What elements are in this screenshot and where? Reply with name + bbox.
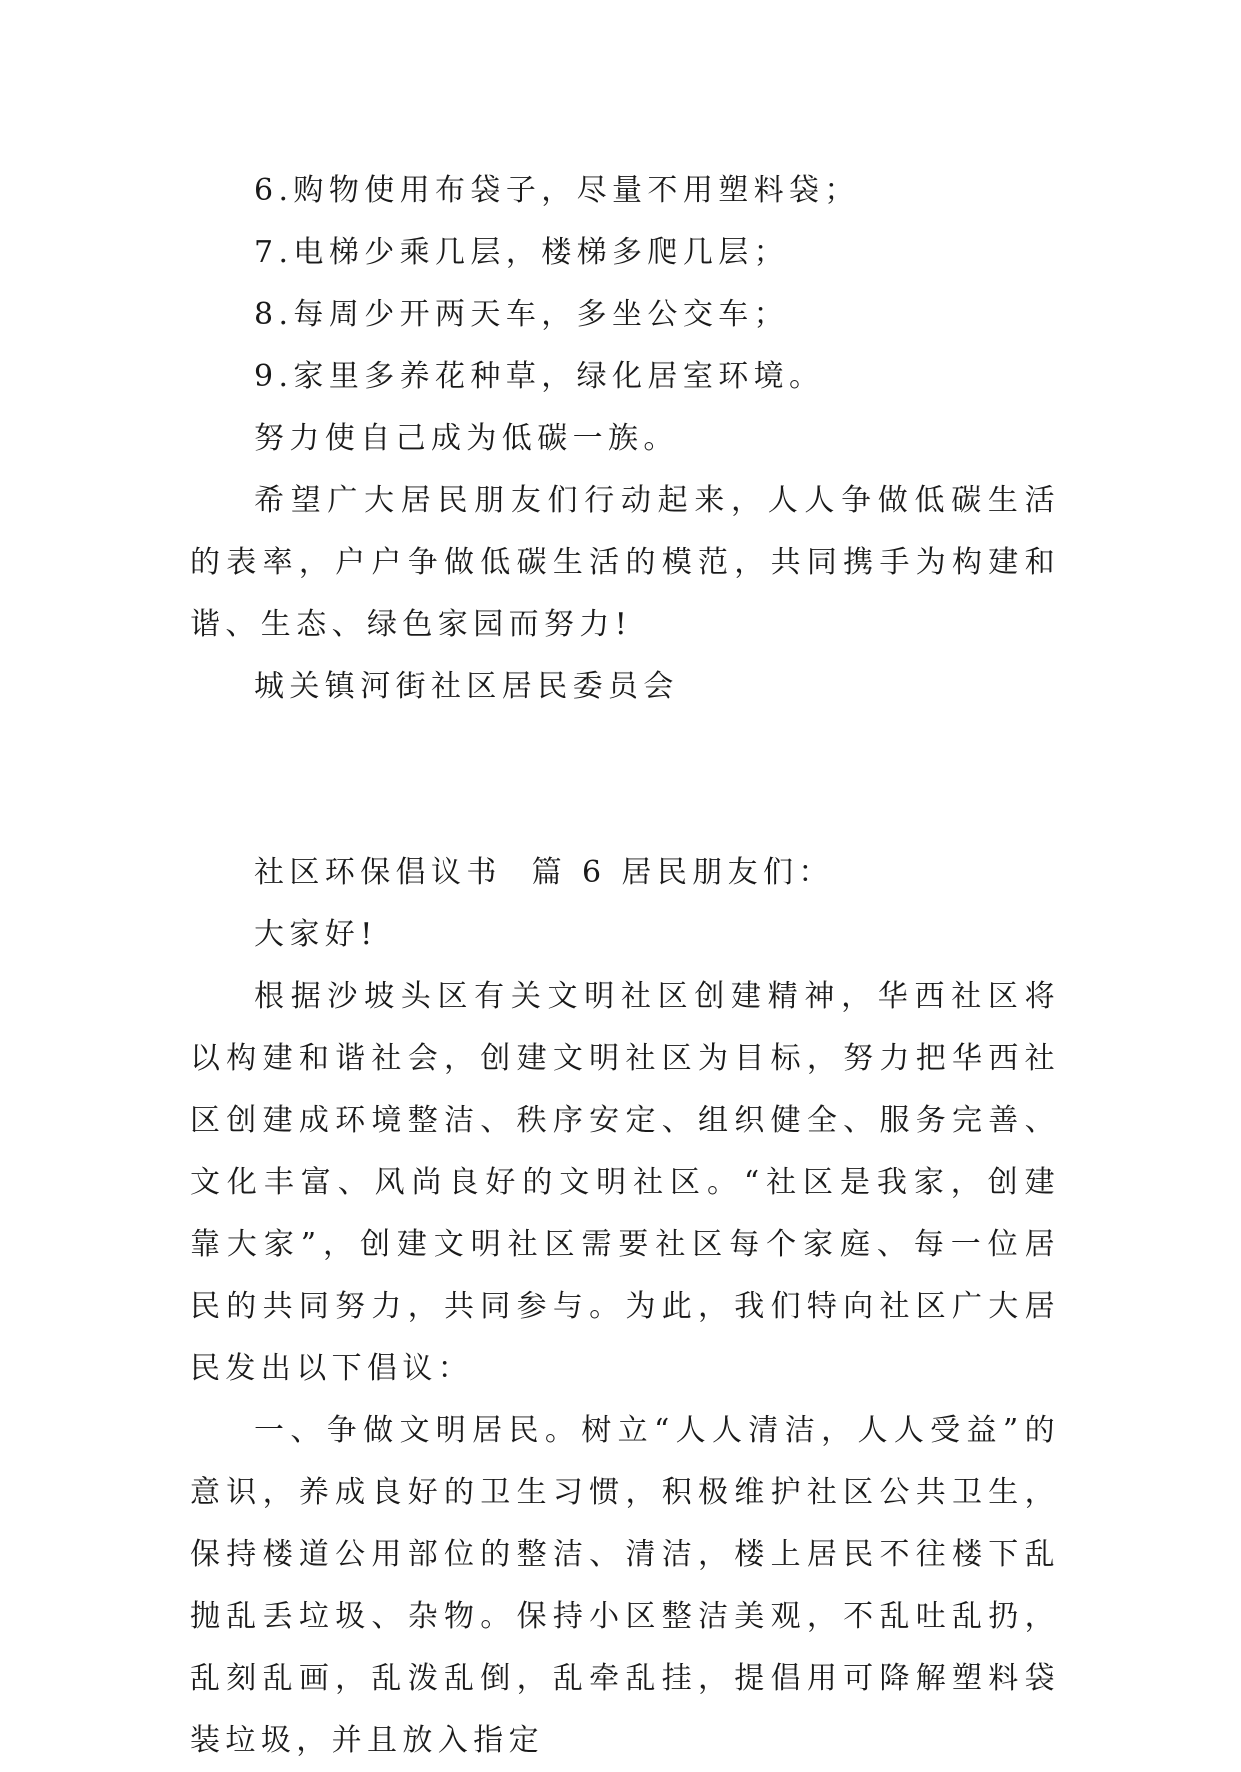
list-item-9: 9.家里多养花种草，绿化居室环境。: [254, 359, 825, 394]
item1-paragraph: 一、争做文明居民。树立“人人清洁，人人受益”的意识，养成良好的卫生习惯，积极维护社区公共卫生，保持楼道公用部位的整洁、清洁，楼上居民不往楼下乱抛乱丢垃圾、杂物。保持小区整洁美观，不乱吐乱扔，乱刻乱画，乱泼乱倒，乱牵乱挂，提倡用可降解塑料袋装垃圾，并且放入指定: [190, 1413, 1060, 1758]
appeal-paragraph: 希望广大居民朋友们行动起来，人人争做低碳生活的表率，户户争做低碳生活的模范，共同携手为构建和谐、生态、绿色家园而努力!: [190, 483, 1060, 642]
list-item-8: 8.每周少开两天车，多坐公交车；: [254, 297, 790, 332]
intro-paragraph: 根据沙坡头区有关文明社区创建精神，华西社区将以构建和谐社会，创建文明社区为目标，努力把华西社区创建成环境整洁、秩序安定、组织健全、服务完善、文化丰富、风尚良好的文明社区。“社区是我家，创建靠大家”，创建文明社区需要社区每个家庭、每一位居民的共同努力，共同参与。为此，我们特向社区广大居民发出以下倡议：: [190, 979, 1060, 1386]
list-item-6: 6.购物使用布袋子，尽量不用塑料袋；: [254, 173, 860, 208]
greeting: 大家好!: [254, 917, 378, 952]
section-gap: [190, 718, 1060, 842]
closing-line: 努力使自己成为低碳一族。: [254, 421, 679, 456]
section-heading: 社区环保倡议书 篇 6 居民朋友们：: [254, 855, 834, 890]
document-page: [190, 160, 1060, 1772]
list-item-7: 7.电梯少乘几层，楼梯多爬几层；: [254, 235, 790, 270]
signature: 城关镇河街社区居民委员会: [254, 669, 679, 704]
